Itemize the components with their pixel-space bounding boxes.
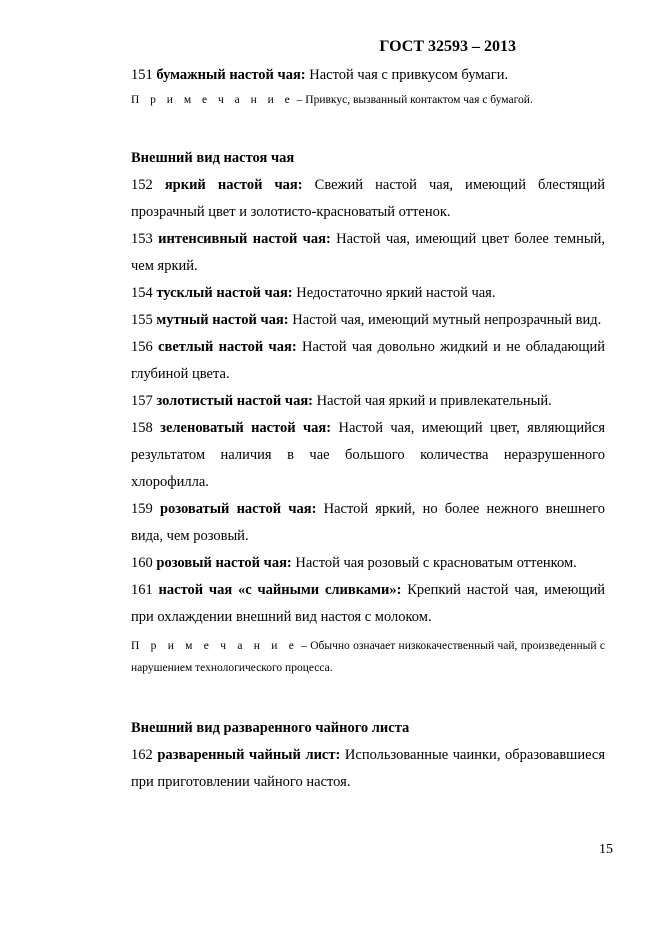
- note-text: – Обычно означает низкокачественный чай, произведенный с нарушением технологического процесса.: [131, 640, 605, 674]
- term-name: настой чая «с чайными сливками»:: [158, 582, 402, 598]
- term-definition: Свежий настой чая, имеющий блестящий прозрачный цвет и золотисто-красноватый оттенок.: [131, 177, 605, 220]
- note-text: – Привкус, вызванный контактом чая с бумагой.: [293, 94, 533, 106]
- term-definition: Настой чая розовый с красноватым оттенком.: [295, 555, 577, 571]
- term-definition: Недостаточно яркий настой чая.: [296, 285, 496, 301]
- term-definition: Настой яркий, но более нежного внешнего вида, чем розовый.: [131, 501, 605, 544]
- note-label: П р и м е ч а н и е: [131, 94, 294, 106]
- term-name: светлый настой чая:: [158, 339, 297, 355]
- term-number: 156: [131, 339, 153, 355]
- term-entry: [131, 577, 605, 631]
- note: [131, 635, 605, 679]
- term-name: мутный настой чая:: [156, 312, 289, 328]
- note-label: П р и м е ч а н и е: [131, 640, 298, 652]
- term-entry: [131, 172, 605, 226]
- document-body: [131, 62, 605, 796]
- term-definition: Настой чая, имеющий цвет более темный, чем яркий.: [131, 231, 606, 274]
- term-name: тусклый настой чая:: [156, 285, 293, 301]
- term-number: 154: [131, 285, 153, 301]
- term-number: 151: [131, 67, 153, 83]
- section-heading: Внешний вид разваренного чайного листа: [131, 720, 410, 736]
- term-definition: Настой чая, имеющий цвет, являющийся результатом наличия в чае большого количества неразрушенного хлорофилла.: [131, 420, 606, 490]
- term-definition: Настой чая, имеющий мутный непрозрачный вид.: [292, 312, 602, 328]
- term-number: 159: [131, 501, 153, 517]
- note: [131, 89, 605, 111]
- term-entry: [131, 550, 605, 577]
- term-number: 157: [131, 393, 153, 409]
- term-definition: Настой чая яркий и привлекательный.: [316, 393, 552, 409]
- term-definition: Настой чая довольно жидкий и не обладающий глубиной цвета.: [131, 339, 606, 382]
- term-number: 162: [131, 747, 153, 763]
- term-name: розовый настой чая:: [156, 555, 292, 571]
- term-name: бумажный настой чая:: [156, 67, 306, 83]
- term-entry: [131, 307, 605, 334]
- term-entry: [131, 280, 605, 307]
- term-number: 161: [131, 582, 153, 598]
- term-definition: Использованные чаинки, образовавшиеся при приготовлении чайного настоя.: [131, 747, 606, 790]
- document-header: ГОСТ 32593 – 2013: [379, 38, 516, 55]
- term-name: разваренный чайный лист:: [157, 747, 341, 763]
- term-name: зеленоватый настой чая:: [160, 420, 332, 436]
- section-heading: Внешний вид настоя чая: [131, 150, 295, 166]
- term-entry: [131, 226, 605, 280]
- term-name: яркий настой чая:: [164, 177, 303, 193]
- term-entry: [131, 742, 605, 796]
- term-entry: [131, 388, 605, 415]
- term-name: золотистый настой чая:: [156, 393, 314, 409]
- page-number: 15: [599, 842, 613, 857]
- term-entry: [131, 334, 605, 388]
- term-entry: [131, 415, 605, 496]
- term-number: 155: [131, 312, 153, 328]
- term-name: интенсивный настой чая:: [158, 231, 331, 247]
- term-name: розоватый настой чая:: [159, 501, 317, 517]
- term-number: 152: [131, 177, 153, 193]
- term-definition: Крепкий настой чая, имеющий при охлаждении внешний вид настоя с молоком.: [131, 582, 605, 625]
- term-entry: [131, 62, 605, 89]
- term-number: 160: [131, 555, 153, 571]
- term-entry: [131, 496, 605, 550]
- term-number: 158: [131, 420, 153, 436]
- term-number: 153: [131, 231, 153, 247]
- term-definition: Настой чая с привкусом бумаги.: [309, 67, 509, 83]
